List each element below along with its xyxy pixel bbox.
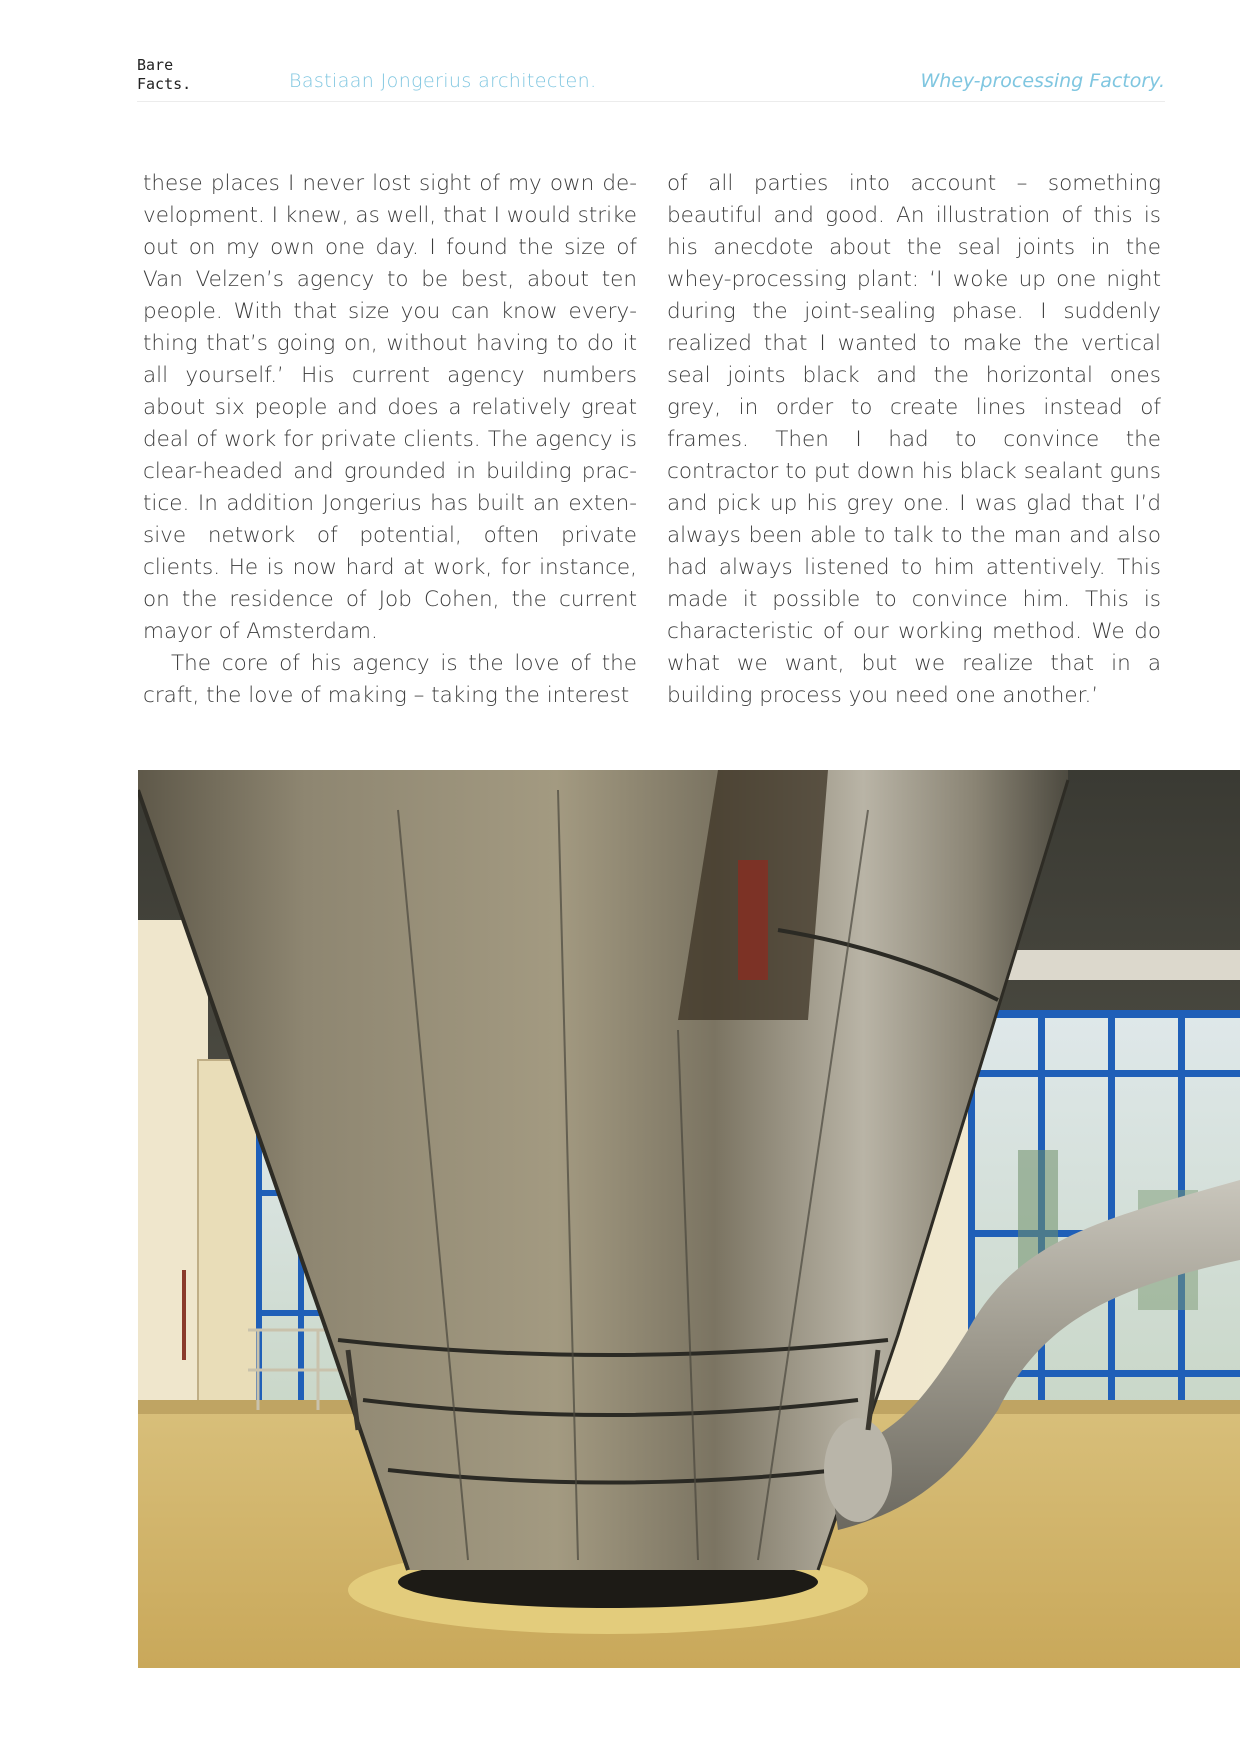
reflected-red-panel: [738, 860, 768, 980]
running-head-project: Whey-processing Factory.: [920, 70, 1165, 92]
text-column-right: [667, 168, 1161, 712]
running-head-architect: Bastiaan Jongerius architecten.: [289, 70, 597, 92]
brand-line-2: Facts.: [137, 75, 192, 93]
header-divider: [137, 101, 1165, 102]
photo-illustration: [138, 770, 1240, 1668]
ceiling-light: [998, 950, 1240, 980]
paragraph: The core of his agency is the love of the craft, the love of making – taking the interest: [143, 651, 637, 708]
paragraph: these places I never lost sight of my own development. I knew, as well, that I would strike out on my own one day. I found the size of Van Velzen’s agency to be best, about ten people. With that size you can know everything that’s going on, without having to do it all yourself.’ His current agency numbers about six people and does a relatively great deal of work for private clients. The agency is clear-headed and grounded in building practice. In addition Jongerius has built an extensive network of potential, often private clients. He is now hard at work, for instance, on the residence of Job Cohen, the current mayor of Amsterdam.: [143, 171, 637, 644]
brand-line-1: Bare: [137, 56, 174, 74]
magazine-brand: [137, 56, 191, 94]
wall-fixture: [182, 1270, 186, 1360]
paragraph: of all parties into account – something beautiful and good. An illustration of this is his anecdote about the seal joints in the whey-processing plant: ‘I woke up one night during the joint-sealing phase. I suddenly realized that I wanted to make the vertical seal joints black and the horizontal ones grey, in order to create lines instead of frames. Then I had to convince the contractor to put down his black sealant guns and pick up his grey one. I was glad that I’d always been able to talk to the man and also had always listened to him attentively. This made it possible to convince him. This is characteristic of our working method. We do what we want, but we realize that in a building process you need one another.’: [667, 171, 1161, 708]
running-header: [137, 56, 1165, 102]
article-body: [143, 168, 1173, 724]
factory-hopper-photo: [138, 770, 1240, 1668]
text-column-left: [143, 168, 637, 712]
